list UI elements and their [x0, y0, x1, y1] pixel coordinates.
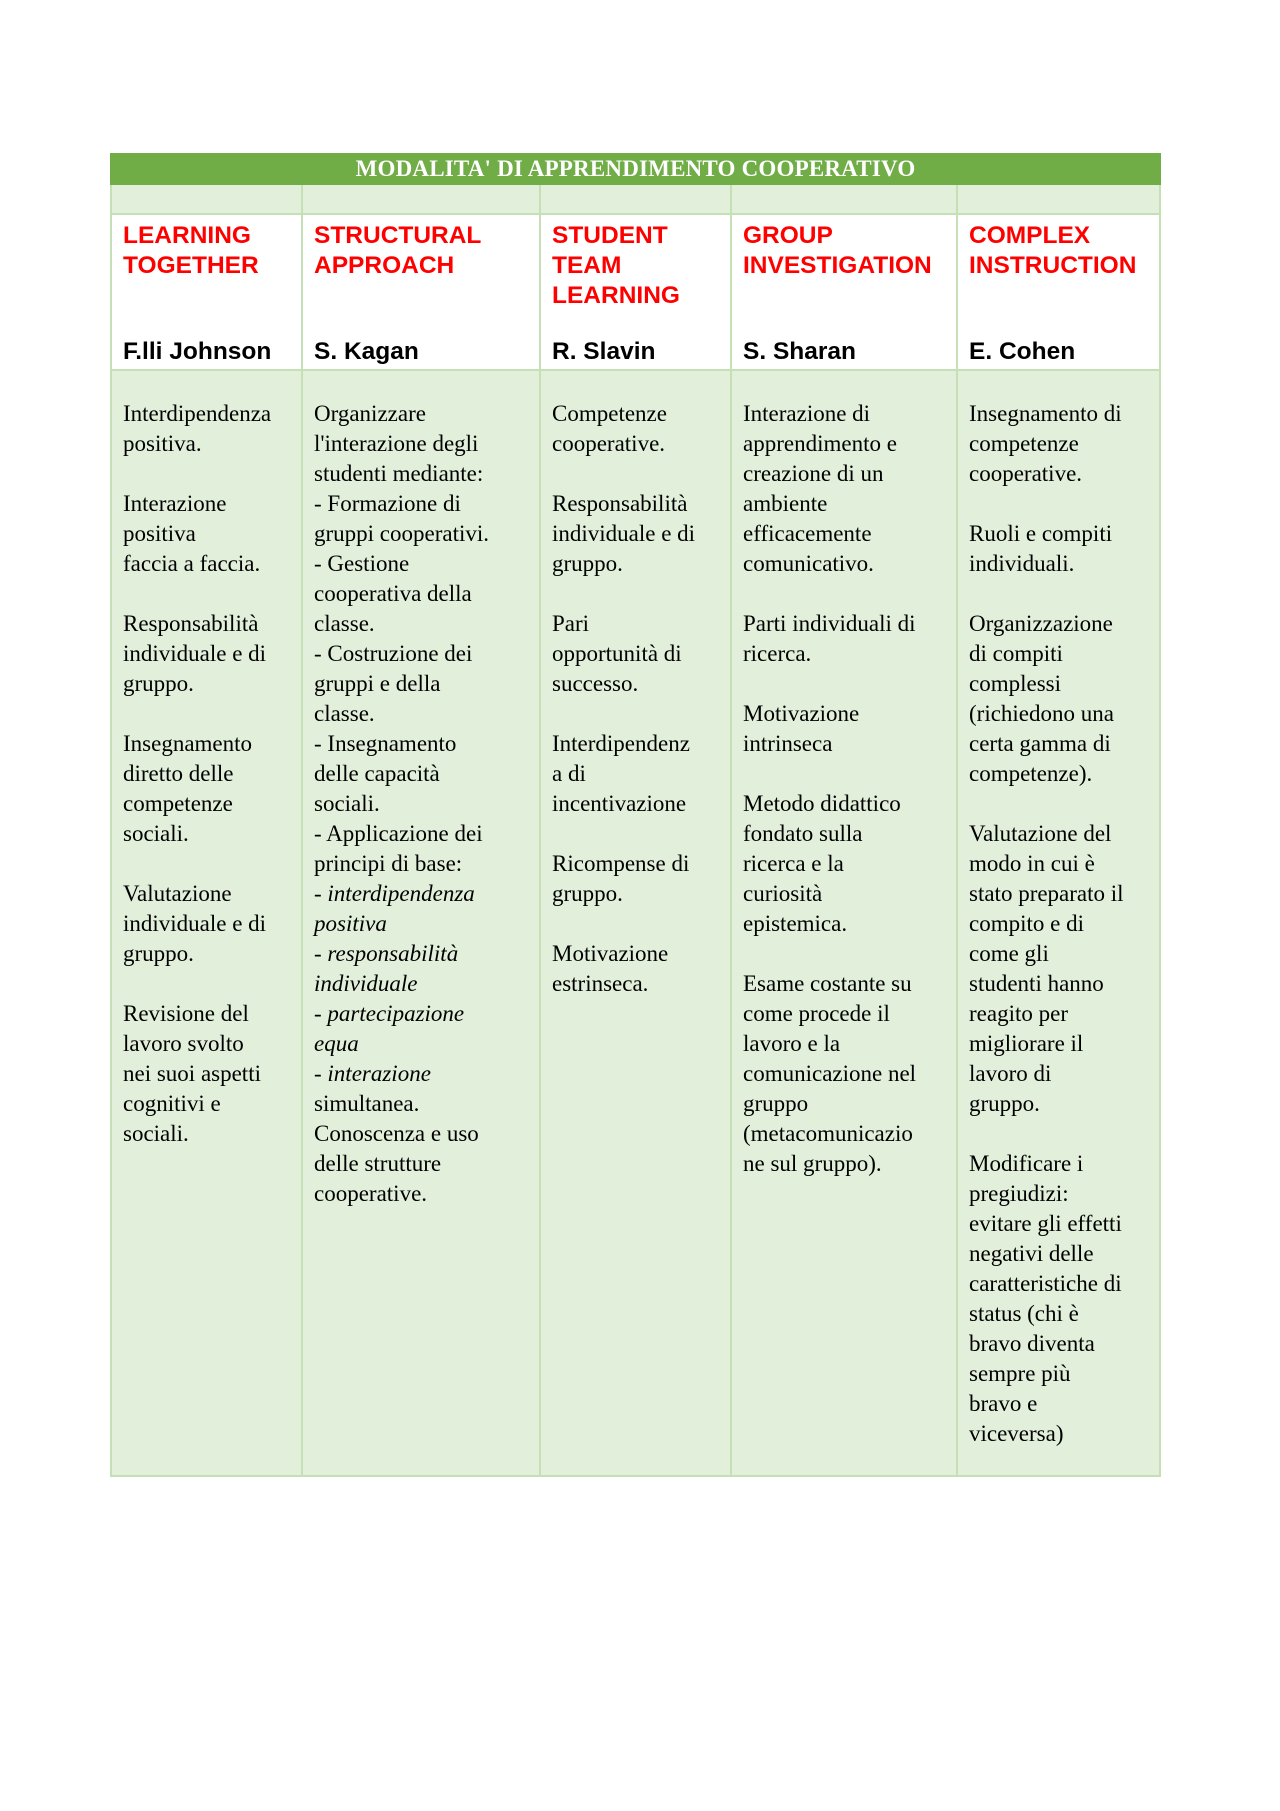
text-line	[743, 909, 950, 939]
text-line	[743, 399, 950, 429]
text-line	[314, 519, 533, 549]
text-line	[969, 489, 1153, 519]
text-line	[969, 1059, 1153, 1089]
text-line	[123, 789, 295, 819]
line-text: cooperative.	[314, 1181, 428, 1206]
line-text: caratteristiche di	[969, 1271, 1122, 1296]
line-text: diretto delle	[123, 761, 234, 786]
line-text: successo.	[552, 671, 639, 696]
line-text: curiosità	[743, 881, 823, 906]
line-text: Ricompense di	[552, 851, 690, 876]
line-text: sociali.	[123, 1121, 189, 1146]
method-name: COMPLEX INSTRUCTION	[969, 222, 1137, 279]
body-cell-structural-approach	[302, 370, 540, 1476]
text-line	[314, 609, 533, 639]
line-text: studenti mediante:	[314, 461, 484, 486]
text-line	[969, 1179, 1153, 1209]
spacer-cell	[302, 184, 540, 214]
line-text: Conoscenza e uso	[314, 1121, 479, 1146]
line-text: Insegnamento	[123, 731, 253, 756]
text-line	[314, 1059, 533, 1089]
text-line	[969, 1149, 1153, 1179]
line-text: ricerca.	[743, 641, 812, 666]
line-text: competenze	[123, 791, 233, 816]
line-text: di compiti	[969, 641, 1063, 666]
text-line	[743, 759, 950, 789]
line-text: compito e di	[969, 911, 1084, 936]
line-text: lavoro e la	[743, 1031, 841, 1056]
text-line	[969, 519, 1153, 549]
line-text: reagito per	[969, 1001, 1068, 1026]
text-line	[123, 819, 295, 849]
text-line	[743, 1149, 950, 1179]
line-text: Parti individuali di	[743, 611, 916, 636]
text-line	[314, 969, 533, 999]
line-text: gruppo	[743, 1091, 809, 1116]
text-line	[314, 1149, 533, 1179]
line-text: comunicazione nel	[743, 1061, 917, 1086]
method-name: GROUP INVESTIGATION	[743, 222, 932, 279]
line-text: individuale e di	[552, 521, 696, 546]
line-text: come procede il	[743, 1001, 890, 1026]
line-text: Interdipendenz	[552, 731, 690, 756]
text-line	[743, 609, 950, 639]
text-line	[969, 1209, 1153, 1239]
text-line	[969, 1269, 1153, 1299]
cell-text	[314, 399, 533, 1209]
line-text: cooperative.	[969, 461, 1083, 486]
line-text: delle strutture	[314, 1151, 442, 1176]
text-line	[123, 519, 295, 549]
spacer-cell	[540, 184, 731, 214]
author-name: S. Kagan	[314, 338, 419, 365]
line-text: Organizzare	[314, 401, 426, 426]
text-line	[969, 1119, 1153, 1149]
text-line	[314, 729, 533, 759]
line-text: comunicativo.	[743, 551, 874, 576]
text-line	[123, 1089, 295, 1119]
text-line	[123, 459, 295, 489]
line-text-italic: equa	[314, 1031, 359, 1056]
text-line	[743, 729, 950, 759]
text-line	[969, 459, 1153, 489]
line-text: evitare gli effetti	[969, 1211, 1122, 1236]
text-line	[743, 999, 950, 1029]
line-text: Interdipendenza	[123, 401, 272, 426]
line-text: - Applicazione dei	[314, 821, 483, 846]
text-line	[123, 639, 295, 669]
line-text: - Formazione di	[314, 491, 461, 516]
line-text: apprendimento e	[743, 431, 897, 456]
header-cell-learning-together	[111, 214, 302, 370]
line-text: classe.	[314, 701, 375, 726]
author-name: F.lli Johnson	[123, 338, 272, 365]
line-text: Motivazione	[743, 701, 860, 726]
text-line	[552, 489, 724, 519]
text-line	[552, 909, 724, 939]
line-text: creazione di un	[743, 461, 884, 486]
line-text: -	[314, 941, 328, 966]
text-line	[552, 969, 724, 999]
text-line	[552, 639, 724, 669]
line-text: fondato sulla	[743, 821, 863, 846]
line-text: l'interazione degli	[314, 431, 479, 456]
line-text: - Costruzione dei	[314, 641, 473, 666]
text-line	[743, 579, 950, 609]
line-text: bravo e	[969, 1391, 1038, 1416]
line-text: gruppo.	[123, 941, 194, 966]
line-text: bravo diventa	[969, 1331, 1095, 1356]
line-text: Responsabilità	[552, 491, 688, 516]
line-text: Competenze	[552, 401, 667, 426]
text-line	[969, 1329, 1153, 1359]
text-line	[743, 819, 950, 849]
line-text: sociali.	[123, 821, 189, 846]
text-line	[743, 789, 950, 819]
text-line	[552, 519, 724, 549]
line-text: competenze	[969, 431, 1079, 456]
line-text: Revisione del	[123, 1001, 249, 1026]
line-text: modo in cui è	[969, 851, 1095, 876]
line-text-italic: responsabilità	[327, 941, 459, 966]
text-line	[969, 699, 1153, 729]
text-line	[969, 879, 1153, 909]
text-line	[552, 429, 724, 459]
line-text: migliorare il	[969, 1031, 1084, 1056]
text-line	[969, 579, 1153, 609]
text-line	[969, 969, 1153, 999]
text-line	[123, 549, 295, 579]
text-line	[314, 759, 533, 789]
line-text: intrinseca	[743, 731, 833, 756]
text-line	[743, 849, 950, 879]
cell-text	[743, 399, 950, 1179]
line-text-italic: interazione	[327, 1061, 431, 1086]
header-cell-complex-instruction	[957, 214, 1160, 370]
line-text-italic: interdipendenza	[327, 881, 475, 906]
method-name: LEARNING TOGETHER	[123, 222, 259, 279]
text-line	[969, 759, 1153, 789]
line-text: -	[314, 1001, 328, 1026]
text-line	[123, 909, 295, 939]
text-line	[552, 549, 724, 579]
text-line	[123, 729, 295, 759]
text-line	[123, 609, 295, 639]
text-line	[314, 939, 533, 969]
text-line	[969, 819, 1153, 849]
text-line	[743, 969, 950, 999]
text-line	[969, 1389, 1153, 1419]
text-line	[314, 549, 533, 579]
text-line	[743, 1029, 950, 1059]
body-cell-group-investigation	[731, 370, 957, 1476]
body-cell-complex-instruction	[957, 370, 1160, 1476]
text-line	[314, 669, 533, 699]
text-line	[314, 1119, 533, 1149]
line-text: gruppo.	[552, 551, 623, 576]
text-line	[743, 429, 950, 459]
header-cell-student-team-learning	[540, 214, 731, 370]
header-row	[111, 214, 1160, 370]
text-line	[969, 549, 1153, 579]
line-text: Esame costante su	[743, 971, 912, 996]
line-text: principi di base:	[314, 851, 463, 876]
text-line	[123, 759, 295, 789]
line-text: simultanea.	[314, 1091, 420, 1116]
line-text: negativi delle	[969, 1241, 1094, 1266]
text-line	[969, 1239, 1153, 1269]
text-line	[552, 459, 724, 489]
text-line	[552, 879, 724, 909]
text-line	[743, 639, 950, 669]
text-line	[314, 459, 533, 489]
text-line	[743, 1059, 950, 1089]
line-text: lavoro svolto	[123, 1031, 244, 1056]
text-line	[743, 669, 950, 699]
text-line	[123, 1029, 295, 1059]
line-text: -	[314, 881, 328, 906]
text-line	[123, 399, 295, 429]
text-line	[123, 489, 295, 519]
text-line	[969, 999, 1153, 1029]
text-line	[969, 639, 1153, 669]
line-text: ricerca e la	[743, 851, 844, 876]
line-text: Valutazione	[123, 881, 232, 906]
header-cell-group-investigation	[731, 214, 957, 370]
line-text: Metodo didattico	[743, 791, 901, 816]
text-line	[552, 579, 724, 609]
text-line	[123, 669, 295, 699]
text-line	[969, 1419, 1153, 1449]
table-title: MODALITA' DI APPRENDIMENTO COOPERATIVO	[111, 154, 1160, 184]
line-text: a di	[552, 761, 586, 786]
spacer-cell	[957, 184, 1160, 214]
header-cell-structural-approach	[302, 214, 540, 370]
line-text: individuali.	[969, 551, 1075, 576]
text-line	[969, 669, 1153, 699]
line-text: - Insegnamento	[314, 731, 457, 756]
line-text: competenze).	[969, 761, 1093, 786]
line-text: nei suoi aspetti	[123, 1061, 261, 1086]
title-row	[111, 154, 1160, 184]
line-text: gruppo.	[123, 671, 194, 696]
line-text: opportunità di	[552, 641, 682, 666]
line-text-italic: individuale	[314, 971, 418, 996]
line-text: faccia a faccia.	[123, 551, 261, 576]
text-line	[969, 609, 1153, 639]
text-line	[969, 1299, 1153, 1329]
line-text: (metacomunicazio	[743, 1121, 913, 1146]
line-text: Organizzazione	[969, 611, 1113, 636]
text-line	[969, 1359, 1153, 1389]
text-line	[552, 399, 724, 429]
line-text: pregiudizi:	[969, 1181, 1069, 1206]
text-line	[552, 669, 724, 699]
text-line	[743, 1119, 950, 1149]
text-line	[123, 699, 295, 729]
line-text: - Gestione	[314, 551, 410, 576]
line-text: delle capacità	[314, 761, 440, 786]
line-text: Insegnamento di	[969, 401, 1122, 426]
cooperative-learning-table	[110, 153, 1161, 1477]
text-line	[552, 819, 724, 849]
line-text: efficacemente	[743, 521, 872, 546]
text-line	[552, 939, 724, 969]
line-text: Modificare i	[969, 1151, 1084, 1176]
line-text: Motivazione	[552, 941, 669, 966]
line-text: complessi	[969, 671, 1061, 696]
text-line	[314, 909, 533, 939]
text-line	[123, 879, 295, 909]
text-line	[123, 1119, 295, 1149]
body-row	[111, 370, 1160, 1476]
line-text: cognitivi e	[123, 1091, 221, 1116]
line-text: studenti hanno	[969, 971, 1104, 996]
text-line	[552, 609, 724, 639]
text-line	[314, 399, 533, 429]
line-text: cooperativa della	[314, 581, 472, 606]
text-line	[743, 489, 950, 519]
author-name: E. Cohen	[969, 338, 1076, 365]
method-name: STRUCTURAL APPROACH	[314, 222, 482, 279]
line-text: Responsabilità	[123, 611, 259, 636]
line-text: gruppi e della	[314, 671, 441, 696]
line-text: certa gamma di	[969, 731, 1111, 756]
author-name: R. Slavin	[552, 338, 656, 365]
body-cell-student-team-learning	[540, 370, 731, 1476]
line-text: -	[314, 1061, 328, 1086]
text-line	[743, 519, 950, 549]
text-line	[314, 1179, 533, 1209]
text-line	[123, 969, 295, 999]
text-line	[314, 489, 533, 519]
line-text: lavoro di	[969, 1061, 1052, 1086]
line-text: individuale e di	[123, 911, 267, 936]
line-text: gruppo.	[969, 1091, 1040, 1116]
line-text: sempre più	[969, 1361, 1071, 1386]
cell-text	[123, 399, 295, 1149]
text-line	[123, 939, 295, 969]
text-line	[743, 549, 950, 579]
text-line	[123, 999, 295, 1029]
line-text: Valutazione del	[969, 821, 1112, 846]
text-line	[552, 729, 724, 759]
spacer-row	[111, 184, 1160, 214]
line-text: Interazione di	[743, 401, 871, 426]
line-text: incentivazione	[552, 791, 687, 816]
text-line	[743, 699, 950, 729]
author-name: S. Sharan	[743, 338, 857, 365]
line-text: ne sul gruppo).	[743, 1151, 882, 1176]
text-line	[123, 429, 295, 459]
text-line	[314, 1089, 533, 1119]
text-line	[314, 819, 533, 849]
text-line	[123, 849, 295, 879]
text-line	[314, 429, 533, 459]
text-line	[969, 909, 1153, 939]
line-text: cooperative.	[552, 431, 666, 456]
line-text: ambiente	[743, 491, 828, 516]
line-text: sociali.	[314, 791, 380, 816]
line-text: gruppo.	[552, 881, 623, 906]
text-line	[123, 1059, 295, 1089]
line-text: Interazione	[123, 491, 227, 516]
cell-text	[969, 399, 1153, 1449]
text-line	[969, 1029, 1153, 1059]
text-line	[743, 879, 950, 909]
line-text: gruppi cooperativi.	[314, 521, 490, 546]
text-line	[314, 1029, 533, 1059]
text-line	[314, 699, 533, 729]
line-text-italic: partecipazione	[327, 1001, 465, 1026]
line-text: classe.	[314, 611, 375, 636]
method-name: STUDENT TEAM LEARNING	[552, 222, 680, 309]
text-line	[552, 759, 724, 789]
text-line	[969, 429, 1153, 459]
text-line	[969, 1089, 1153, 1119]
text-line	[314, 999, 533, 1029]
line-text: come gli	[969, 941, 1049, 966]
text-line	[314, 789, 533, 819]
text-line	[552, 699, 724, 729]
spacer-cell	[731, 184, 957, 214]
text-line	[969, 789, 1153, 819]
spacer-cell	[111, 184, 302, 214]
line-text: status (chi è	[969, 1301, 1079, 1326]
line-text-italic: positiva	[314, 911, 387, 936]
text-line	[314, 579, 533, 609]
text-line	[743, 939, 950, 969]
text-line	[552, 849, 724, 879]
text-line	[969, 849, 1153, 879]
text-line	[314, 879, 533, 909]
line-text: individuale e di	[123, 641, 267, 666]
text-line	[743, 459, 950, 489]
text-line	[123, 579, 295, 609]
line-text: estrinseca.	[552, 971, 649, 996]
line-text: Pari	[552, 611, 590, 636]
text-line	[969, 729, 1153, 759]
body-cell-learning-together	[111, 370, 302, 1476]
line-text: viceversa)	[969, 1421, 1064, 1446]
text-line	[552, 789, 724, 819]
text-line	[743, 1089, 950, 1119]
line-text: (richiedono una	[969, 701, 1114, 726]
line-text: stato preparato il	[969, 881, 1124, 906]
line-text: Ruoli e compiti	[969, 521, 1113, 546]
text-line	[969, 939, 1153, 969]
text-line	[314, 849, 533, 879]
cell-text	[552, 399, 724, 999]
text-line	[314, 639, 533, 669]
line-text: epistemica.	[743, 911, 848, 936]
text-line	[969, 399, 1153, 429]
line-text: positiva	[123, 521, 196, 546]
line-text: positiva.	[123, 431, 202, 456]
